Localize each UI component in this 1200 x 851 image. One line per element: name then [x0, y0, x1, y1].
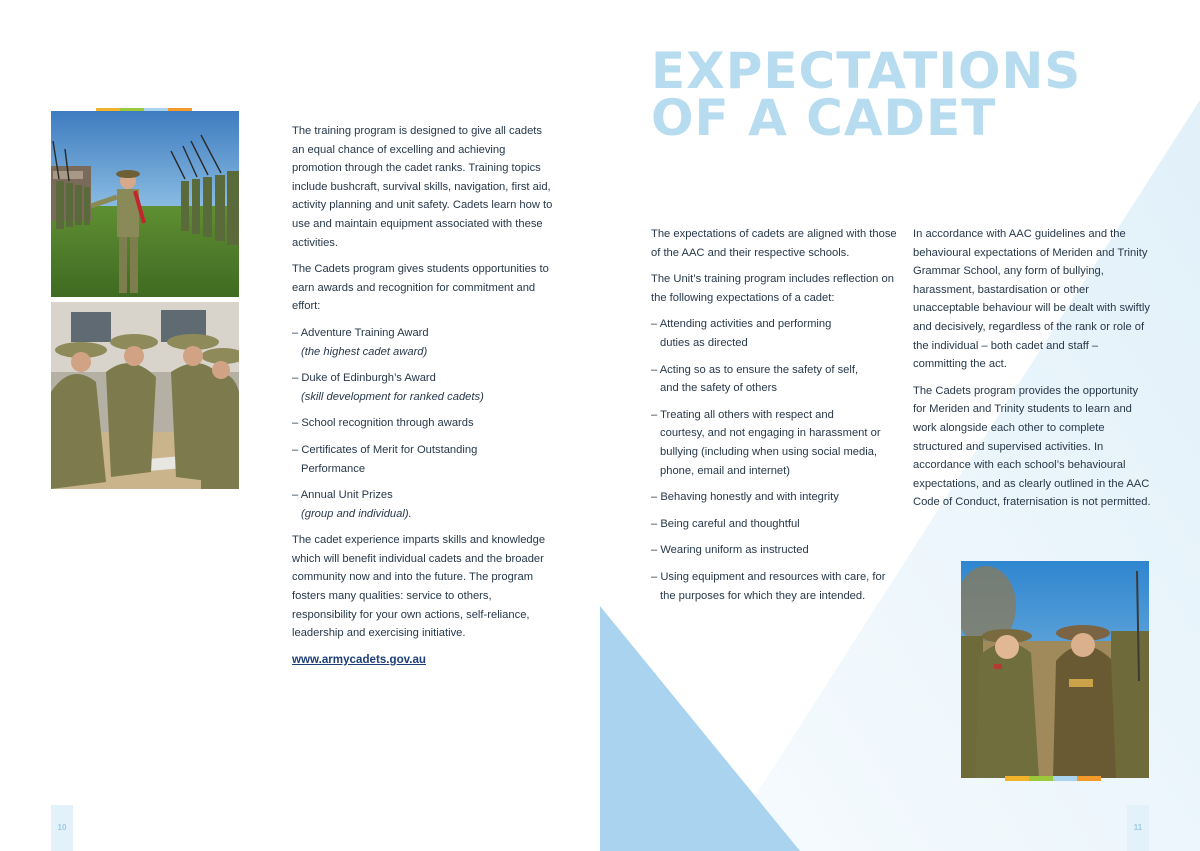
expectation-title: – Acting so as to ensure the safety of self, [651, 363, 859, 376]
page-heading [651, 42, 1082, 147]
page-number-right: 11 [1127, 805, 1149, 851]
intro-paragraph: The training program is designed to give all cadets an equal chance of excelling and achieving promotion through the cadet ranks. Training topics include bushcraft, survival skills, navigation, first aid, activity planning and unit safety. Cadets learn how to use and maintain equipment associated with these activities. [292, 125, 553, 249]
award-item [292, 486, 554, 523]
expectations-column [651, 225, 901, 613]
expectation-rest: duties as directed [660, 336, 748, 349]
expectation-title: – Attending activities and performing [651, 318, 832, 331]
expectation-item [651, 541, 901, 560]
expectation-title: – Wearing uniform as instructed [651, 544, 809, 557]
blue-triangle [600, 606, 800, 851]
award-item [292, 441, 554, 478]
award-note: (skill development for ranked cadets) [301, 390, 484, 403]
parade-photo [51, 111, 239, 297]
expectation-title: – Being careful and thoughtful [651, 517, 800, 530]
conduct-paragraph: In accordance with AAC guidelines and the behavioural expectations of Meriden and Trinity Grammar School, any form of bullying, harassment, bastardisation or other unacceptable behaviour will be dealt with swiftly and decisively, regardless of the rank or role of the individual – both cadet and staff – committing the act. [913, 228, 1150, 371]
heading-line-1: EXPECTATIONS [651, 42, 1082, 100]
award-note: (the highest cadet award) [301, 345, 428, 358]
expectation-item [651, 406, 901, 480]
award-title: – Duke of Edinburgh’s Award [292, 372, 436, 385]
experience-paragraph: The cadet experience imparts skills and knowledge which will benefit individual cadets and the broader community now and into the future. The program fosters many qualities: service to others, responsibility for your own actions, self-reliance, leadership and exercising initiative. [292, 534, 546, 640]
expectation-rest: the purposes for which they are intended. [660, 589, 866, 602]
award-title: – Annual Unit Prizes [292, 489, 393, 502]
awards-intro: The Cadets program gives students opportunities to earn awards and recognition for commitment and effort: [292, 263, 549, 313]
expectation-item [651, 568, 901, 605]
expectation-title: – Treating all others with respect and [651, 408, 834, 421]
parade-officers-photo [961, 561, 1149, 778]
expectation-item [651, 315, 901, 352]
conduct-column [913, 225, 1153, 520]
program-paragraph: The Cadets program provides the opportunity for Meriden and Trinity students to learn and work alongside each other to complete structured and supervised activities. In accordance with each school’s behavioural expectations, and as clearly outlined in the AAC Code of Conduct, fraternisation is not permitted. [913, 384, 1151, 509]
expectation-title: – Behaving honestly and with integrity [651, 491, 839, 504]
expectation-item [651, 488, 901, 507]
website-link[interactable]: www.armycadets.gov.au [292, 652, 427, 666]
color-stripe [1005, 776, 1101, 781]
award-item [292, 414, 554, 433]
award-title: – Adventure Training Award [292, 326, 429, 339]
heading-line-2: OF A CADET [651, 89, 997, 147]
map-reading-photo [51, 302, 239, 489]
expectation-rest: courtesy, and not engaging in harassment or bullying (including when using social media, phone, email and internet) [660, 427, 881, 477]
expectations-intro: The expectations of cadets are aligned with those of the AAC and their respective schools. [651, 228, 897, 259]
award-item [292, 369, 554, 406]
expectation-title: – Using equipment and resources with care, for [651, 570, 886, 583]
expectation-rest: and the safety of others [660, 382, 777, 395]
award-item [292, 324, 554, 361]
award-note: (group and individual). [301, 507, 412, 520]
award-title: – School recognition through awards [292, 417, 474, 430]
award-note: Performance [301, 462, 366, 475]
right-page [600, 0, 1200, 851]
left-text-column [292, 122, 554, 669]
expectations-lead: The Unit’s training program includes reflection on the following expectations of a cadet: [651, 273, 894, 304]
award-title: – Certificates of Merit for Outstanding [292, 443, 478, 456]
expectation-item [651, 515, 901, 534]
page-number-left: 10 [51, 805, 73, 851]
expectation-item [651, 361, 901, 398]
